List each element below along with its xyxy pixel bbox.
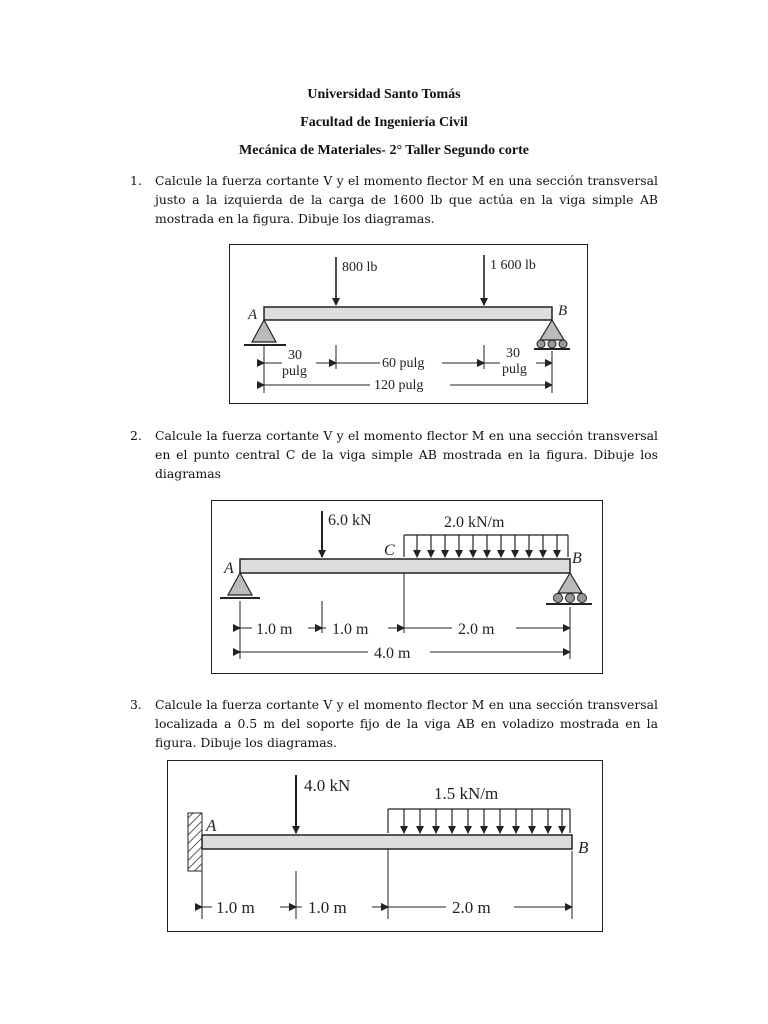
support-b-label: B [558,303,568,319]
roller-support-b [546,573,592,604]
support-a-label: A [206,816,217,835]
dim-3: 2.0 m [452,898,491,917]
course-title: Mecánica de Materiales- 2° Taller Segundo corte [239,143,529,158]
question-number: 2. [130,428,142,443]
question-3 [130,695,658,752]
dim-mid: 60 pulg [382,356,425,371]
faculty-title: Facultad de Ingeniería Civil [300,115,468,130]
dim-1: 1.0 m [216,898,255,917]
dim-left-value: 30 [288,348,302,363]
question-text: Calcule la fuerza cortante V y el momento flector M en una sección transversal localizada a 0.5 m del soporte fijo de la viga AB en voladizo mostrada en la figura. Dibuje los diagramas. [155,697,658,750]
figure-1-simple-beam [229,244,588,404]
distributed-load-label: 1.5 kN/m [434,784,499,803]
load-1600-label: 1 600 lb [490,258,536,273]
dim-left-unit: pulg [282,364,307,379]
university-title: Universidad Santo Tomás [307,87,461,102]
support-b-label: B [572,550,582,567]
load-800-label: 800 lb [342,260,378,275]
dim-right-value: 30 [506,346,520,361]
question-text: Calcule la fuerza cortante V y el momento flector M en una sección transversal en el punto central C de la viga simple AB mostrada en la figura. Dibuje los diagramas [155,428,658,481]
question-number: 3. [130,697,142,712]
figure-3-cantilever-beam [167,760,603,932]
end-b-label: B [578,838,589,857]
distributed-load [388,809,570,833]
dim-3: 2.0 m [458,621,495,638]
dim-total: 4.0 m [374,645,411,662]
dim-2: 1.0 m [308,898,347,917]
fixed-wall-support [188,813,202,871]
beam [240,559,570,573]
dim-right-unit: pulg [502,362,527,377]
distributed-load-label: 2.0 kN/m [444,514,505,531]
question-1 [130,171,658,228]
support-a-label: A [248,307,258,323]
point-load-label: 4.0 kN [304,776,351,795]
support-a-label: A [224,560,234,577]
question-number: 1. [130,173,142,188]
pin-support-a [244,320,286,345]
dimension-lines [202,849,572,919]
point-load-label: 6.0 kN [328,512,372,529]
figure-2-simple-beam [211,500,603,674]
distributed-load [404,535,568,557]
dim-2: 1.0 m [332,621,369,638]
dim-total: 120 pulg [374,378,424,393]
beam [264,307,552,320]
point-c-label: C [384,542,395,559]
beam [202,835,572,849]
dim-1: 1.0 m [256,621,293,638]
roller-support-b [534,320,570,349]
question-text: Calcule la fuerza cortante V y el momento flector M en una sección transversal justo a la izquierda de la carga de 1600 lb que actúa en la viga simple AB mostrada en la figura. Dibuje los diagramas. [155,173,658,226]
question-2 [130,426,658,483]
